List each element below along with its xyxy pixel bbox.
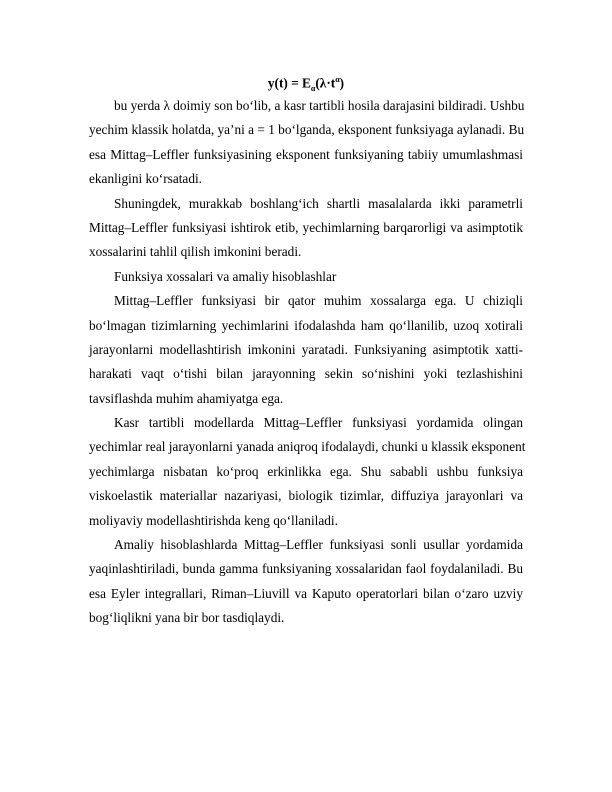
text-line: yechimlarga nisbatan ko‘proq erkinlikka ega. Shu sababli ushbu funksiya xyxy=(89,463,523,479)
text-line: harakati vaqt o‘tishi bilan jarayonning sekin so‘nishini yoki tezlashishini xyxy=(89,366,523,382)
paragraph xyxy=(89,289,523,411)
text-line: esa Eyler integrallari, Riman–Liuvill va Kaputo operatorlari bilan o‘zaro uzviy xyxy=(89,585,523,601)
text-line: bu yerda λ doimiy son bo‘lib, a kasr tartibli hosila darajasini bildiradi. Ushbu xyxy=(114,98,525,113)
text-line: Funksiya xossalari va amaliy hisoblashlar xyxy=(114,268,337,284)
text-line: Mittag–Leffler funksiyasi ishtirok etib, yechimlarning barqarorligi va asimptotik xyxy=(89,219,523,235)
text-line: tavsiflashda muhim ahamiyatga ega. xyxy=(89,390,284,406)
paragraph xyxy=(89,411,526,533)
text-line: esa Mittag–Leffler funksiyasining eksponent funksiyaning tabiiy umumlashmasi xyxy=(89,146,523,162)
paragraph xyxy=(89,94,523,192)
text-line: viskoelastik materiallar nazariyasi, biologik tizimlar, diffuziya jarayonlari va xyxy=(89,488,523,504)
text-line: ekanligini ko‘rsatadi. xyxy=(89,171,202,187)
text-line: yechim klassik holatda, ya’ni a = 1 bo‘lganda, eksponent funksiyaga aylanadi. Bu xyxy=(89,122,525,138)
text-line: Mittag–Leffler funksiyasi bir qator muhim xossalarga ega. U chiziqli xyxy=(114,293,523,309)
text-line: bog‘liqlikni yana bir bor tasdiqlaydi. xyxy=(89,610,285,626)
paragraph xyxy=(89,192,523,265)
formula-superscript: α xyxy=(335,75,340,84)
text-line: moliyaviy modellashtirishda keng qo‘llaniladi. xyxy=(89,512,338,528)
text-line: jarayonlarni modellashtirish imkonini yaratadi. Funksiyaning asimptotik xatti- xyxy=(89,341,523,357)
text-line: yechimlar real jarayonlarni yanada aniqroq ifodalaydi, chunki u klassik eksponent xyxy=(89,439,526,455)
text-line: bo‘lmagan tizimlarning yechimlarini ifodalashda ham qo‘llanilib, uzoq xotirali xyxy=(89,317,523,333)
text-line: xossalarini tahlil qilish imkonini beradi. xyxy=(89,244,302,260)
section-heading xyxy=(89,265,523,289)
formula-argument: (λ·t xyxy=(315,75,336,91)
text-line: Amaliy hisoblashlarda Mittag–Leffler funksiyasi sonli usullar yordamida xyxy=(114,537,523,553)
paragraph xyxy=(89,533,523,631)
text-line: yaqinlashtiriladi, bunda gamma funksiyaning xossalaridan faol foydalaniladi. Bu xyxy=(89,561,523,577)
formula-close: ) xyxy=(339,75,345,91)
text-line: Kasr tartibli modellarda Mittag–Leffler funksiyasi yordamida olingan xyxy=(114,415,523,431)
formula-subscript: α xyxy=(310,84,316,94)
formula-lhs: y(t) = E xyxy=(267,75,311,91)
document-body xyxy=(89,94,526,631)
text-line: Shuningdek, murakkab boshlang‘ich shartli masalalarda ikki parametrli xyxy=(114,195,523,211)
